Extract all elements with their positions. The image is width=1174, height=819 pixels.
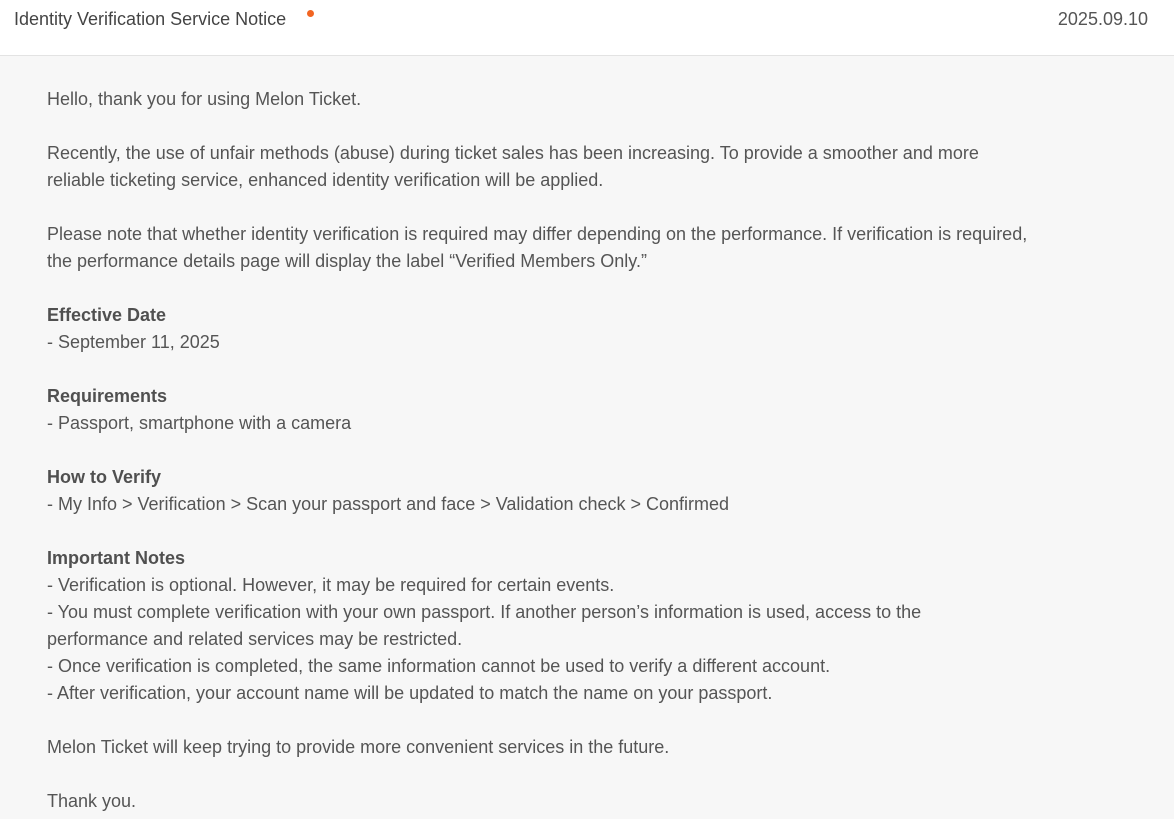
important-note-item: - After verification, your account name will be updated to match the name on your passport. — [47, 683, 773, 703]
effective-date-value: - September 11, 2025 — [47, 332, 220, 352]
effective-date-section — [47, 302, 1007, 356]
notice-title[interactable]: Identity Verification Service Notice — [14, 9, 287, 29]
how-to-verify-steps: - My Info > Verification > Scan your passport and face > Validation check > Confirmed — [47, 494, 730, 514]
requirements-value: - Passport, smartphone with a camera — [47, 413, 352, 433]
requirements-heading: Requirements — [47, 386, 168, 406]
how-to-verify-section — [47, 464, 1007, 518]
notice-body — [0, 56, 1174, 819]
important-notes-section — [47, 545, 1007, 707]
new-indicator-dot — [307, 10, 314, 17]
important-note-item: - You must complete verification with your own passport. If another person’s information is used, access to the performance and related services may be restricted. — [47, 602, 922, 649]
effective-date-heading: Effective Date — [47, 305, 167, 325]
thanks-text: Thank you. — [47, 791, 137, 811]
intro-paragraph: Recently, the use of unfair methods (abuse) during ticket sales has been increasing. To provide a smoother and more reliable ticketing service, enhanced identity verification will be applied. — [47, 143, 979, 190]
requirements-section — [47, 383, 1007, 437]
greeting-text: Hello, thank you for using Melon Ticket. — [47, 89, 362, 109]
important-notes-heading: Important Notes — [47, 548, 186, 568]
notice-date: 2025.09.10 — [1057, 9, 1148, 29]
notice-header[interactable] — [0, 0, 1174, 56]
important-note-item: - Once verification is completed, the same information cannot be used to verify a different account. — [47, 656, 831, 676]
important-note-item: - Verification is optional. However, it may be required for certain events. — [47, 575, 615, 595]
closing-paragraph: Melon Ticket will keep trying to provide more convenient services in the future. — [47, 737, 670, 757]
note-paragraph: Please note that whether identity verification is required may differ depending on the performance. If verification is required, the performance details page will display the label “Verified Members Only.” — [47, 224, 1028, 271]
how-to-verify-heading: How to Verify — [47, 467, 162, 487]
